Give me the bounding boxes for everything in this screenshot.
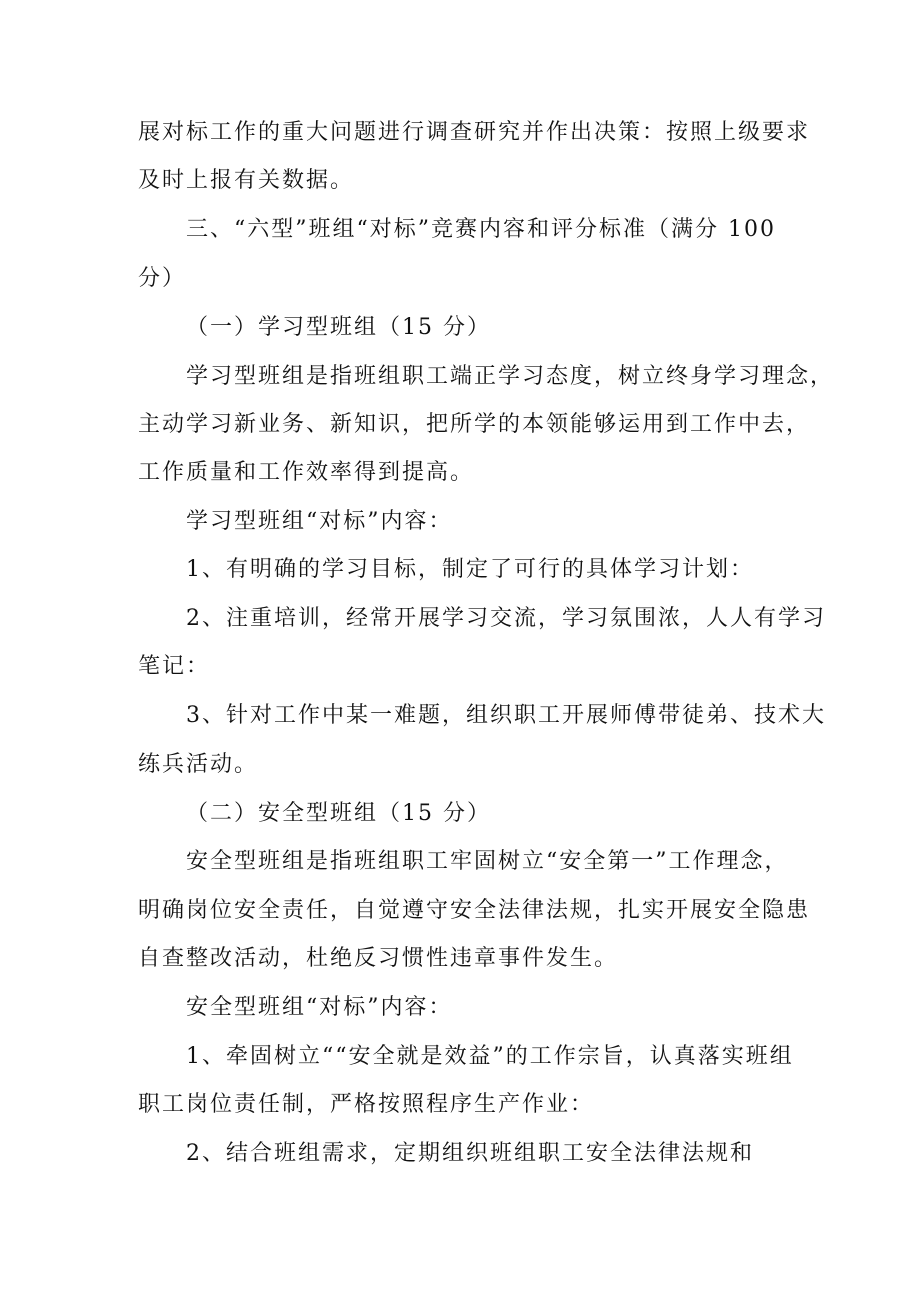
section-heading: 三、“六型”班组“对标”竞赛内容和评分标准（满分 100: [186, 217, 776, 242]
paragraph-line: 学习型班组是指班组职工端正学习态度，树立终身学习理念，: [186, 364, 835, 389]
paragraph-line: 主动学习新业务、新知识，把所学的本领能够运用到工作中去，: [138, 412, 811, 437]
paragraph-line: 及时上报有关数据。: [138, 168, 355, 193]
list-item-continuation: 笔记：: [138, 654, 211, 679]
list-item: 2、结合班组需求，定期组织班组职工安全法律法规和: [186, 1141, 754, 1166]
paragraph-line: 学习型班组“对标”内容：: [186, 509, 453, 534]
subsection-heading: （二）安全型班组（15 分）: [186, 801, 491, 826]
list-item-continuation: 练兵活动。: [138, 752, 259, 777]
paragraph-line: 安全型班组是指班组职工牢固树立“安全第一”工作理念，: [186, 849, 789, 874]
paragraph-line: 展对标工作的重大问题进行调查研究并作出决策：按照上级要求: [138, 120, 811, 145]
list-item: 1、有明确的学习目标，制定了可行的具体学习计划：: [186, 557, 754, 582]
paragraph-line: 自查整改活动，杜绝反习惯性违章事件发生。: [138, 946, 619, 971]
list-item: 3、针对工作中某一难题，组织职工开展师傅带徒弟、技术大: [186, 703, 826, 728]
subsection-heading: （一）学习型班组（15 分）: [186, 315, 491, 340]
paragraph-line: 安全型班组“对标”内容：: [186, 995, 453, 1020]
paragraph-line: 明确岗位安全责任，自觉遵守安全法律法规，扎实开展安全隐患: [138, 898, 811, 923]
section-heading-continuation: 分）: [138, 266, 187, 291]
list-item-continuation: 职工岗位责任制，严格按照程序生产作业：: [138, 1092, 595, 1117]
paragraph-line: 工作质量和工作效率得到提高。: [138, 460, 475, 485]
list-item: 1、牵固树立““安全就是效益”的工作宗旨，认真落实班组: [186, 1044, 794, 1069]
list-item: 2、注重培训，经常开展学习交流，学习氛围浓，人人有学习: [186, 606, 826, 631]
